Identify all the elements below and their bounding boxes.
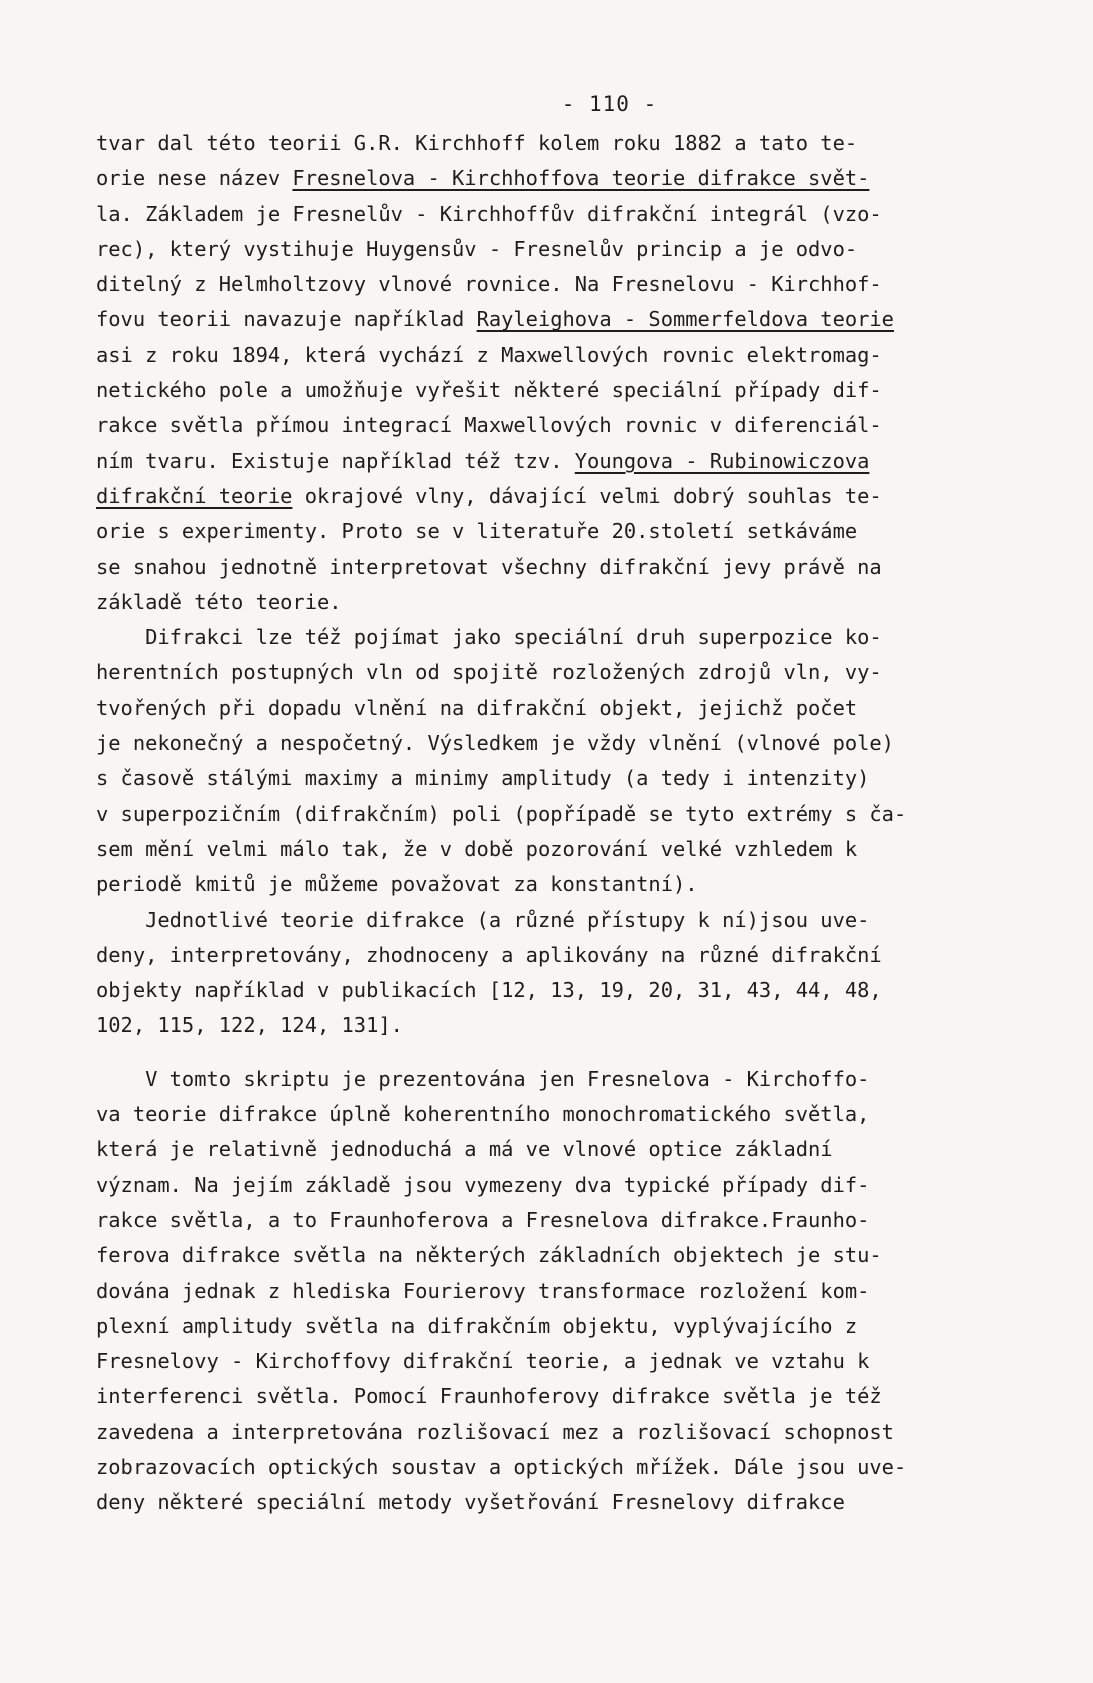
text-line: význam. Na jejím základě jsou vymezeny dva typické případy dif- — [96, 1172, 870, 1197]
text-line — [96, 479, 1053, 514]
text-line: základě této teorie. — [96, 589, 342, 614]
text-line: tvořených při dopadu vlnění na difrakční objekt, jejichž počet — [96, 695, 858, 720]
text-line: interferenci světla. Pomocí Fraunhoferovy difrakce světla je též — [96, 1384, 882, 1409]
text-line: se snahou jednotně interpretovat všechny difrakční jevy právě na — [96, 554, 882, 579]
text-line: Jednotlivé teorie difrakce (a různé přístupy k ní)jsou uve- — [96, 907, 870, 932]
text-line: netického pole a umožňuje vyřešit některé speciální případy dif- — [96, 378, 882, 403]
text-fragment: fovu teorii navazuje například — [96, 307, 477, 332]
text-line: Fresnelovy - Kirchoffovy difrakční teorie, a jednak ve vztahu k — [96, 1349, 870, 1374]
text-fragment: orie nese název — [96, 166, 293, 191]
text-line: la. Základem je Fresnelův - Kirchhoffův difrakční integrál (vzo- — [96, 201, 882, 226]
text-line: deny některé speciální metody vyšetřování Fresnelovy difrakce — [96, 1490, 845, 1515]
text-line: tvar dal této teorii G.R. Kirchhoff kolem roku 1882 a tato te- — [96, 131, 858, 155]
paragraph-gap — [96, 1044, 1053, 1062]
text-line: herentních postupných vln od spojitě rozložených zdrojů vln, vy- — [96, 660, 882, 685]
text-line: ditelný z Helmholtzovy vlnové rovnice. Na Fresnelovu - Kirchhof- — [96, 272, 882, 297]
text-line — [96, 161, 1053, 196]
text-line: rec), který vystihuje Huygensův - Fresnelův princip a je odvo- — [96, 236, 858, 261]
text-line: Difrakci lze též pojímat jako speciální druh superpozice ko- — [96, 625, 882, 650]
text-line: sem mění velmi málo tak, že v době pozorování velké vzhledem k — [96, 836, 858, 861]
text-line: v superpozičním (difrakčním) poli (popřípadě se tyto extrémy s ča- — [96, 801, 907, 826]
text-line: zavedena a interpretována rozlišovací mez a rozlišovací schopnost — [96, 1419, 894, 1444]
text-line: asi z roku 1894, která vychází z Maxwellových rovnic elektromag- — [96, 342, 882, 367]
text-line: V tomto skriptu je prezentována jen Fresnelova - Kirchoffo- — [96, 1066, 870, 1091]
text-line: rakce světla, a to Fraunhoferova a Fresnelova difrakce.Fraunho- — [96, 1207, 870, 1232]
text-line: objekty například v publikacích [12, 13, 19, 20, 31, 43, 44, 48, — [96, 978, 882, 1003]
text-line — [96, 302, 1053, 337]
text-line — [96, 444, 1053, 479]
text-line: která je relativně jednoduchá a má ve vlnové optice základní — [96, 1137, 833, 1162]
text-line: orie s experimenty. Proto se v literatuře 20.století setkáváme — [96, 519, 858, 544]
underlined-term: difrakční teorie — [96, 483, 293, 508]
underlined-term: Rayleighova - Sommerfeldova teorie — [476, 307, 894, 332]
page-number: - 110 - — [561, 92, 658, 116]
text-line: dována jednak z hlediska Fourierovy transformace rozložení kom- — [96, 1278, 870, 1303]
underlined-term: Youngova - Rubinowiczova — [574, 448, 870, 473]
text-line: 102, 115, 122, 124, 131]. — [96, 1013, 403, 1038]
text-line: deny, interpretovány, zhodnoceny a aplikovány na různé difrakční — [96, 942, 882, 967]
text-line: ferova difrakce světla na některých základních objektech je stu- — [96, 1243, 882, 1268]
text-line: plexní amplitudy světla na difrakčním objektu, vyplývajícího z — [96, 1313, 858, 1338]
text-line: s časově stálými maximy a minimy amplitudy (a tedy i intenzity) — [96, 766, 870, 791]
text-line: zobrazovacích optických soustav a optických mřížek. Dále jsou uve- — [96, 1454, 907, 1479]
text-line: periodě kmitů je můžeme považovat za konstantní). — [96, 872, 698, 897]
text-line: rakce světla přímou integrací Maxwellových rovnic v diferenciál- — [96, 413, 882, 438]
text-fragment: ním tvaru. Existuje například též tzv. — [96, 448, 575, 473]
text-line: va teorie difrakce úplně koherentního monochromatického světla, — [96, 1102, 870, 1127]
text-fragment: okrajové vlny, dávající velmi dobrý souhlas te- — [292, 483, 882, 508]
text-block — [96, 126, 1053, 1521]
underlined-term: Fresnelova - Kirchhoffova teorie difrakce svět- — [292, 166, 870, 191]
text-line: je nekonečný a nespočetný. Výsledkem je vždy vlnění (vlnové pole) — [96, 731, 894, 756]
